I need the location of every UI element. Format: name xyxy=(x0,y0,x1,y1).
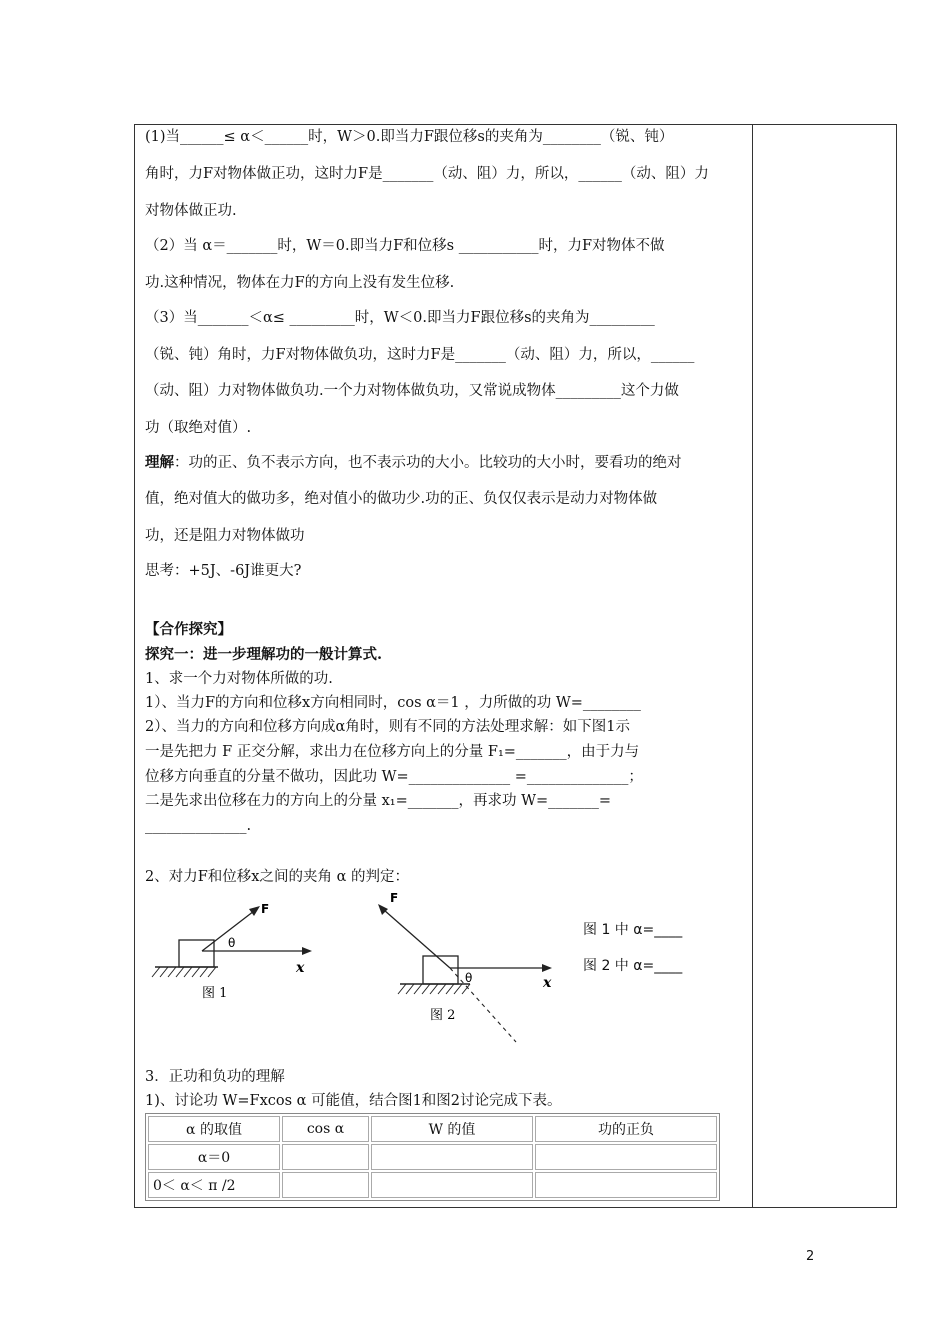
line-9: 功（取绝对值）. xyxy=(145,420,252,436)
understanding-label: 理解 xyxy=(145,454,174,471)
fig2-force-label: F xyxy=(390,891,399,905)
fig2-angle-question: 图 2 中 α=____ xyxy=(583,958,683,974)
line-13: 思考：+5J、-6J谁更大? xyxy=(145,563,302,579)
header-cos: cos α xyxy=(282,1116,369,1142)
line-4: （2）当 α＝_______时，W＝0.即当力F和位移s ___________时，力F对物体不做 xyxy=(145,238,665,254)
line-16: 1、求一个力对物体所做的功. xyxy=(145,671,333,687)
inquiry-heading: 探究一：进一步理解功的一般计算式. xyxy=(145,646,383,663)
fig2-extension-line xyxy=(450,968,516,1042)
column-divider xyxy=(752,124,753,1208)
line-24: 3．正功和负功的理解 xyxy=(145,1069,285,1085)
table-cell xyxy=(282,1172,369,1198)
fig1-force-arrowhead xyxy=(249,906,260,916)
understanding-text: ：功的正、负不表示方向，也不表示功的大小。比较功的大小时，要看功的绝对 xyxy=(174,455,682,471)
fig2-caption: 图 2 xyxy=(430,1008,456,1023)
table-row xyxy=(148,1144,717,1170)
table-cell xyxy=(282,1144,369,1170)
fig1-caption: 图 1 xyxy=(202,986,228,1001)
fig1-hatching xyxy=(152,967,216,977)
table-cell xyxy=(535,1144,717,1170)
fig2-hatching xyxy=(398,984,470,994)
fig1-block xyxy=(179,940,214,967)
line-18: 2）、当力的方向和位移方向成α角时，则有不同的方法处理求解：如下图1示 xyxy=(145,719,630,735)
table-header-row xyxy=(148,1116,717,1142)
line-6: （3）当_______＜α≤ _________时，W＜0.即当力F跟位移s的夹角为_________ xyxy=(145,310,655,326)
line-5: 功.这种情况，物体在力F的方向上没有发生位移. xyxy=(145,275,455,291)
fig2-x-arrowhead xyxy=(542,964,552,972)
line-1: (1)当______≤ α＜______时，W＞0.即当力F跟位移s的夹角为________（锐、钝） xyxy=(145,129,674,145)
line-12: 功，还是阻力对物体做功 xyxy=(145,528,305,544)
work-sign-table xyxy=(145,1113,720,1201)
header-w: W 的值 xyxy=(371,1116,533,1142)
fig1-x-arrowhead xyxy=(302,947,312,955)
line-22: ______________. xyxy=(145,818,252,834)
fig2-force-arrowhead xyxy=(378,904,388,915)
fig1-axis-label: x xyxy=(296,960,305,976)
fig2-angle-label: θ xyxy=(465,971,473,985)
header-alpha: α 的取值 xyxy=(148,1116,280,1142)
fig2-axis-label: x xyxy=(543,975,552,991)
fig2-force-vector xyxy=(384,910,450,968)
line-20: 位移方向垂直的分量不做功，因此功 W=______________ =______________； xyxy=(145,769,643,785)
figure-2 xyxy=(370,885,570,1045)
page-number: 2 xyxy=(806,1249,815,1264)
line-21: 二是先求出位移在力的方向上的分量 x₁=_______，再求功 W=_______= xyxy=(145,793,612,809)
line-10 xyxy=(145,454,682,472)
line-17: 1）、当力F的方向和位移x方向相同时，cos α＝1 ，力所做的功 W=________ xyxy=(145,695,641,711)
line-8: （动、阻）力对物体做负功.一个力对物体做负功，又常说成物体_________这个力做 xyxy=(145,383,679,399)
fig1-angle-label: θ xyxy=(228,936,236,950)
line-2: 角时，力F对物体做正功，这时力F是_______（动、阻）力，所以，______（动、阻）力 xyxy=(145,166,709,182)
table-row xyxy=(148,1172,717,1198)
line-11: 值，绝对值大的做功多，绝对值小的做功少.功的正、负仅仅表示是动力对物体做 xyxy=(145,491,658,507)
section-heading: 【合作探究】 xyxy=(145,621,232,638)
fig1-force-label: F xyxy=(261,902,270,916)
line-23: 2、对力F和位移x之间的夹角 α 的判定： xyxy=(145,869,409,885)
table-cell xyxy=(371,1144,533,1170)
line-25: 1)、讨论功 W=Fxcos α 可能值，结合图1和图2讨论完成下表。 xyxy=(145,1093,562,1109)
header-sign: 功的正负 xyxy=(535,1116,717,1142)
fig1-angle-question: 图 1 中 α=____ xyxy=(583,922,683,938)
line-7: （锐、钝）角时，力F对物体做负功，这时力F是_______（动、阻）力，所以，______ xyxy=(145,347,695,363)
table-cell: α＝0 xyxy=(148,1144,280,1170)
table-cell: 0＜ α＜ π /2 xyxy=(148,1172,280,1198)
line-19: 一是先把力 F 正交分解，求出力在位移方向上的分量 F₁=_______，由于力与 xyxy=(145,744,640,760)
figure-1 xyxy=(150,895,330,1010)
table-cell xyxy=(535,1172,717,1198)
line-3: 对物体做正功. xyxy=(145,203,237,219)
table-cell xyxy=(371,1172,533,1198)
